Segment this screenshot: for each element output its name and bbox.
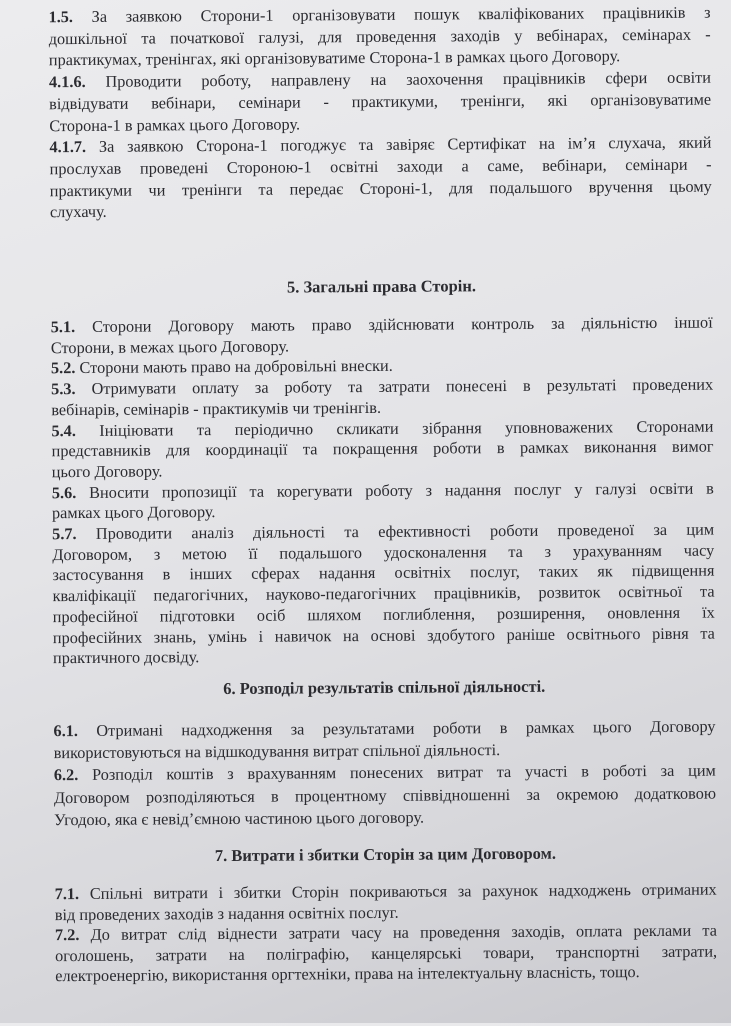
clause-text: Спільні витрати і збитки Сторін покриваються за рахунок надходжень отриманих: [89, 879, 717, 903]
clause-text: практикуми чи тренінги та передає Стороні-1, для подальшого вручення цьому: [49, 176, 712, 200]
clause-text: За заявкою Сторона-1 погоджує та завіряє Сертифікат на ім’я слухача, який: [98, 132, 712, 157]
clause-number: 5.4.: [51, 420, 76, 440]
clause-text: оголошень, затрати на поліграфію, канцелярські товари, транспортні затрати,: [55, 941, 718, 965]
paragraph-line: [55, 962, 717, 987]
clause-text: практичного досвіду.: [52, 647, 200, 668]
clause-text: До витрат слід віднести затрати часу на проведення заходів, оплата реклами та: [90, 920, 717, 945]
clause-text: практикумах, тренінгах, які організовуватиме Сторона-1 в рамках цього Договору.: [48, 46, 621, 70]
section-6-heading: 6. Розподіл результатів спільної діяльності.: [223, 676, 546, 698]
clause-text: Сторони Договору мають право здійснювати контроль за діяльністю іншої: [92, 312, 713, 336]
clause-number: 4.1.6.: [48, 72, 86, 92]
clause-text: За заявкою Сторони-1 організовувати пошук кваліфікованих працівників з: [91, 2, 711, 26]
clause-text: цього Договору.: [51, 461, 163, 482]
clause-number: 7.1.: [54, 884, 80, 904]
section-4-text: [48, 2, 711, 224]
section-7-heading: 7. Витрати і збитки Сторін за цим Договором.: [214, 843, 556, 866]
clause-text: Договором, з метою її подальшого удосконалення та з урахуванням часу: [52, 540, 715, 564]
paragraph-line: [49, 88, 711, 114]
clause-text: професійних знань, умінь і навичок на основі здобутого раніше освітнього рівня та: [52, 623, 715, 647]
clause-text: представників для координації та покращення роботи в рамках виконання вимог: [51, 436, 714, 461]
clause-text: рамках цього Договору.: [51, 502, 216, 523]
clause-number: 5.7.: [52, 524, 77, 544]
clause-text: вебінарів, семінарів - практикумів чи тренінгів.: [51, 397, 382, 420]
section-5-heading: 5. Загальні права Сторін.: [286, 276, 476, 297]
clause-text: дошкільної та початкової галузі, для проведення заходів у вебінарах, семінарах -: [48, 24, 711, 48]
clause-text: кваліфікації педагогічних, науково-педагогічних працівників, розвиток освітньої та: [52, 581, 715, 606]
clause-number: 1.5.: [48, 7, 74, 27]
clause-text: Угодою, яка є невід’ємною частиною цього договору.: [54, 807, 425, 829]
paragraph-line: [53, 644, 715, 669]
paragraph-line: [50, 197, 712, 223]
clause-text: Сторони мають право на добровільні внески.: [79, 356, 393, 378]
paragraph-line: [54, 782, 716, 809]
clause-text: Проводити роботу, направлену на заохочення працівників сфери освіти: [105, 67, 712, 91]
clause-number: 5.2.: [50, 358, 76, 378]
clause-text: Отримані надходження за результатами роботи в рамках цього Договору: [96, 716, 716, 740]
clause-text: професійної підготовки осіб шляхом поглиблення, розширення, оновлення їх: [52, 602, 715, 627]
clause-number: 6.1.: [53, 721, 79, 741]
clause-text: використовуються на відшкодування витрат спільної діяльності.: [53, 740, 501, 763]
paragraph-line: [54, 804, 716, 831]
clause-text: Сторона-1 в рамках цього Договору.: [49, 113, 301, 135]
clause-text: прослухав проведені Стороною-1 освітні заходи а саме, вебінари, семінари -: [49, 154, 712, 179]
clause-text: Отримувати оплату за роботу та затрати понесені в результаті проведених: [91, 374, 714, 399]
clause-text: слухачу.: [49, 202, 107, 222]
clause-number: 5.3.: [51, 379, 76, 399]
section-6-text: [53, 716, 716, 832]
clause-number: 4.1.7.: [49, 137, 87, 157]
section-7-text: [55, 880, 718, 988]
section-5-text: [51, 313, 715, 670]
clause-number: 5.6.: [51, 482, 77, 502]
clause-number: 7.2.: [54, 925, 80, 945]
clause-text: відвідувати вебінари, семінари - практикуми, тренінги, які організовуватиме: [49, 89, 712, 114]
clause-text: від проведених заходів з надання освітніх послуг.: [54, 902, 399, 924]
clause-text: електроенергію, використання оргтехніки, права на інтелектуальну власність, тощо.: [55, 962, 640, 986]
clause-text: застосування в інших сферах надання освітніх послуг, таких як підвищення: [52, 561, 715, 585]
clause-text: Ініціювати та періодично скликати зібрання уповноважених Сторонами: [99, 416, 714, 440]
clause-text: Проводити аналіз діяльності та ефективності роботи проведеної за цим: [95, 519, 715, 543]
clause-number: 6.2.: [53, 765, 79, 785]
clause-text: Договором розподіляються в процентному співвідношенні за окремою додатковою: [53, 783, 717, 807]
clause-number: 5.1.: [50, 317, 76, 337]
clause-text: Сторони, в межах цього Договору.: [50, 336, 290, 357]
clause-text: Розподіл коштів з врахуванням понесених витрат та участі в роботі за цим: [91, 760, 716, 785]
clause-text: Вносити пропозиції та корегувати роботу з надання послуг у галузі освіти в: [89, 478, 714, 502]
